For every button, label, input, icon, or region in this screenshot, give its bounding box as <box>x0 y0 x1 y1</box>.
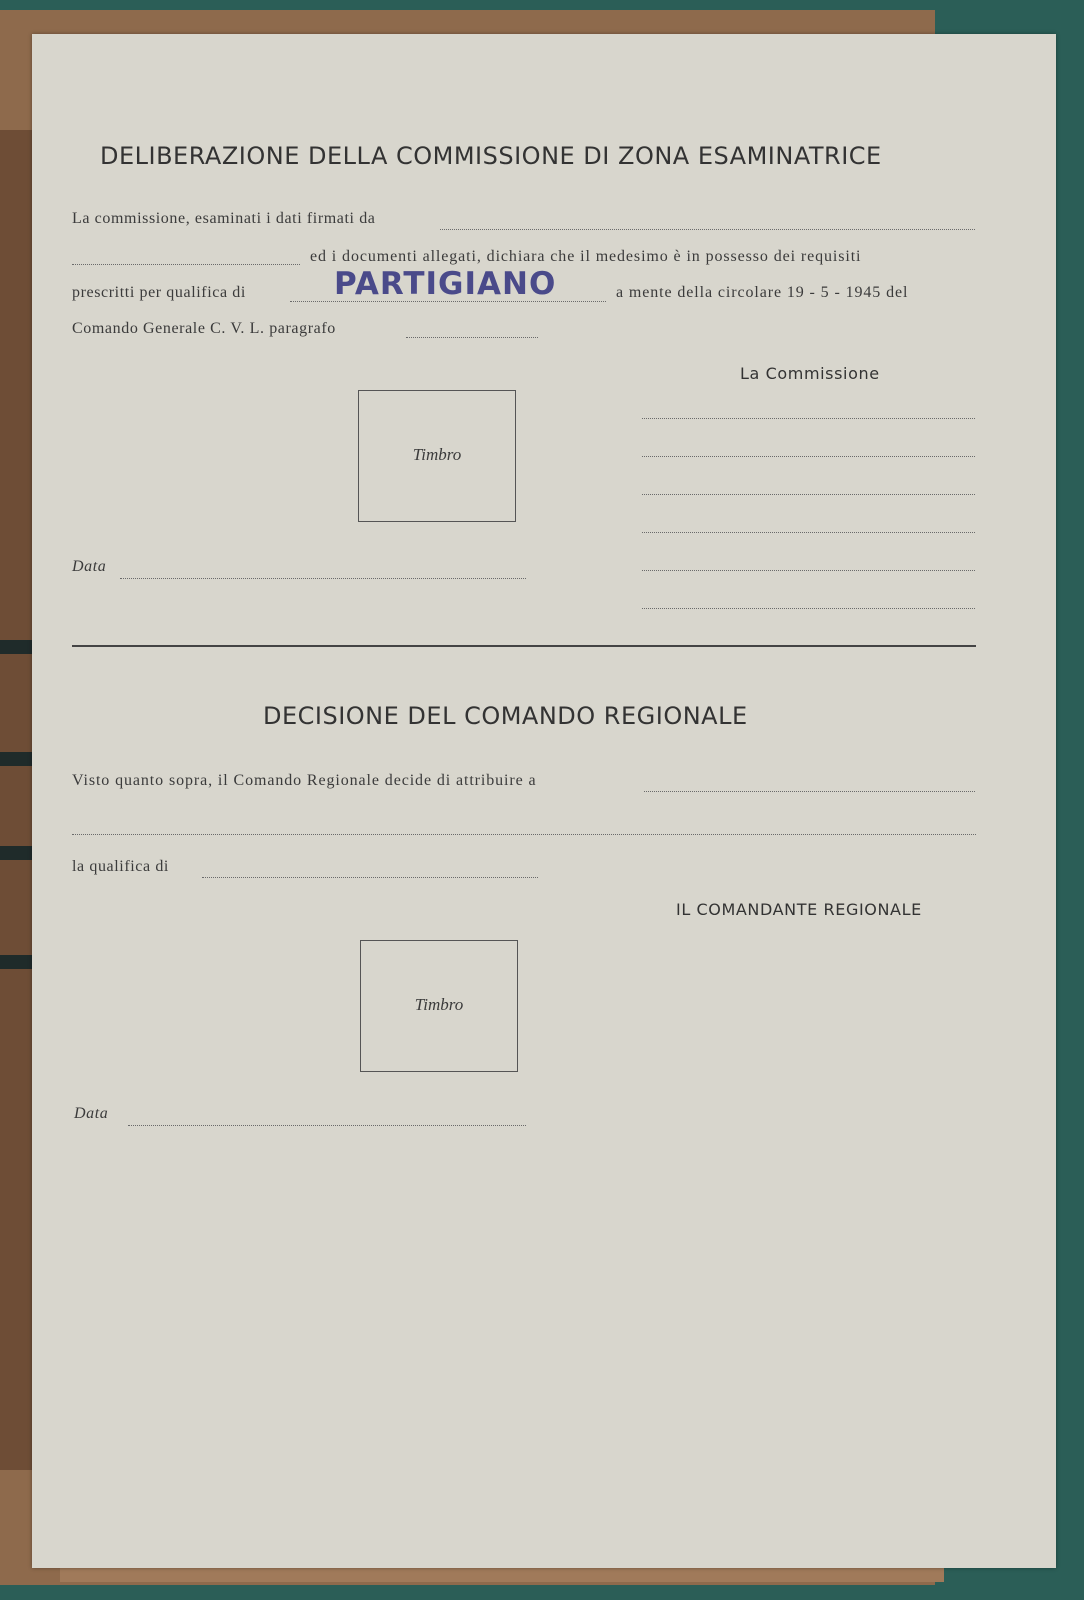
section1-line3-prefix: prescritti per qualifica di <box>72 284 246 301</box>
stamp-box <box>358 390 516 522</box>
section2-line3: la qualifica di <box>72 858 169 875</box>
stamp-label: Timbro <box>412 445 462 464</box>
commission-signature-line[interactable] <box>642 570 975 571</box>
commission-signature-line[interactable] <box>642 532 975 533</box>
section1-line2: ed i documenti allegati, dichiara che il medesimo è in possesso dei requisiti <box>310 248 862 265</box>
date-label: Data <box>72 558 107 575</box>
qualifica-stamp: PARTIGIANO <box>334 266 557 302</box>
section2-line1: Visto quanto sopra, il Comando Regionale decide di attribuire a <box>72 772 537 789</box>
stamp-label-2: Timbro <box>414 995 464 1014</box>
signed-by-field[interactable] <box>440 229 975 230</box>
date-field[interactable] <box>120 578 526 579</box>
name-field[interactable] <box>72 264 300 265</box>
section1-title: DELIBERAZIONE DELLA COMMISSIONE DI ZONA ESAMINATRICE <box>100 142 882 170</box>
date-field-2[interactable] <box>128 1125 526 1126</box>
assignee-field-continued[interactable] <box>72 834 976 835</box>
commission-label: La Commissione <box>740 364 880 383</box>
qualifica-field-2[interactable] <box>202 877 538 878</box>
commander-label: IL COMANDANTE REGIONALE <box>676 900 922 919</box>
section1-line3-suffix: a mente della circolare 19 - 5 - 1945 del <box>616 284 909 301</box>
commission-signature-line[interactable] <box>642 494 975 495</box>
paragrafo-field[interactable] <box>406 337 538 338</box>
section2-title: DECISIONE DEL COMANDO REGIONALE <box>263 702 748 730</box>
commission-signature-line[interactable] <box>642 608 975 609</box>
section1-line4: Comando Generale C. V. L. paragrafo <box>72 320 336 337</box>
commission-signature-line[interactable] <box>642 456 975 457</box>
folder-spine <box>0 130 34 1470</box>
date-label-2: Data <box>74 1105 109 1122</box>
section1-line1: La commissione, esaminati i dati firmati da <box>72 210 376 227</box>
commission-signature-line[interactable] <box>642 418 975 419</box>
form-sheet <box>32 34 1056 1568</box>
section-divider <box>72 645 976 647</box>
assignee-field[interactable] <box>644 791 975 792</box>
stamp-box-2 <box>360 940 518 1072</box>
